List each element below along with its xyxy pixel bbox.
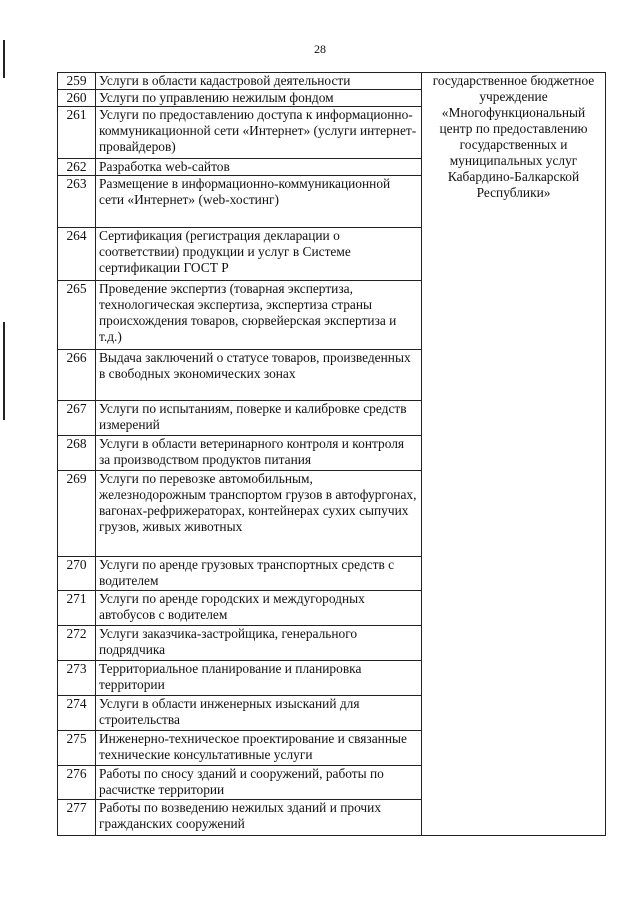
row-number: 268 xyxy=(58,436,96,471)
row-number: 267 xyxy=(58,401,96,436)
row-number: 271 xyxy=(58,591,96,626)
service-description: Услуги по аренде городских и междугородных автобусов с водителем xyxy=(96,591,422,626)
service-description: Работы по возведению нежилых зданий и прочих гражданских сооружений xyxy=(96,800,422,836)
row-number: 260 xyxy=(58,90,96,107)
row-number: 269 xyxy=(58,471,96,557)
row-number: 262 xyxy=(58,159,96,176)
service-description: Проведение экспертиз (товарная экспертиза, технологическая экспертиза, экспертиза страны происхождения товаров, сюрвейерская экспертиза и т.д.) xyxy=(96,281,422,350)
service-description: Услуги в области кадастровой деятельности xyxy=(96,73,422,90)
service-description: Услуги в области ветеринарного контроля и контроля за производством продуктов питания xyxy=(96,436,422,471)
table-row xyxy=(58,73,606,90)
service-description: Услуги по аренде грузовых транспортных средств с водителем xyxy=(96,557,422,591)
service-description: Инженерно-техническое проектирование и связанные технические консультативные услуги xyxy=(96,731,422,766)
row-number: 277 xyxy=(58,800,96,836)
row-number: 273 xyxy=(58,661,96,696)
service-description: Сертификация (регистрация декларации о соответствии) продукции и услуг в Системе сертификации ГОСТ Р xyxy=(96,228,422,281)
row-number: 274 xyxy=(58,696,96,731)
row-number: 275 xyxy=(58,731,96,766)
service-description: Услуги заказчика-застройщика, генерального подрядчика xyxy=(96,626,422,661)
row-number: 266 xyxy=(58,350,96,401)
service-description: Услуги по испытаниям, поверке и калибровке средств измерений xyxy=(96,401,422,436)
provider-cell: государственное бюджетное учреждение «Многофункциональный центр по предоставлению государственных и муниципальных услуг Кабардино-Балкарской Республики» xyxy=(422,73,606,836)
service-description: Территориальное планирование и планировка территории xyxy=(96,661,422,696)
service-description: Услуги в области инженерных изысканий для строительства xyxy=(96,696,422,731)
service-description: Услуги по управлению нежилым фондом xyxy=(96,90,422,107)
service-description: Разработка web-сайтов xyxy=(96,159,422,176)
page-number: 28 xyxy=(314,42,326,56)
scan-edge-mark-top xyxy=(3,40,5,78)
row-number: 265 xyxy=(58,281,96,350)
row-number: 270 xyxy=(58,557,96,591)
service-description: Услуги по предоставлению доступа к информационно-коммуникационной сети «Интернет» (услуги интернет-провайдеров) xyxy=(96,107,422,159)
row-number: 264 xyxy=(58,228,96,281)
row-number: 263 xyxy=(58,176,96,228)
service-description: Услуги по перевозке автомобильным, железнодорожным транспортом грузов в автофургонах, вагонах-рефрижераторах, контейнерах сухих сыпучих грузов, живых животных xyxy=(96,471,422,557)
row-number: 261 xyxy=(58,107,96,159)
service-description: Работы по сносу зданий и сооружений, работы по расчистке территории xyxy=(96,766,422,800)
service-description: Выдача заключений о статусе товаров, произведенных в свободных экономических зонах xyxy=(96,350,422,401)
service-description: Размещение в информационно-коммуникационной сети «Интернет» (web-хостинг) xyxy=(96,176,422,228)
services-table xyxy=(57,72,606,836)
row-number: 259 xyxy=(58,73,96,90)
row-number: 276 xyxy=(58,766,96,800)
scan-edge-mark-middle xyxy=(3,322,5,420)
row-number: 272 xyxy=(58,626,96,661)
